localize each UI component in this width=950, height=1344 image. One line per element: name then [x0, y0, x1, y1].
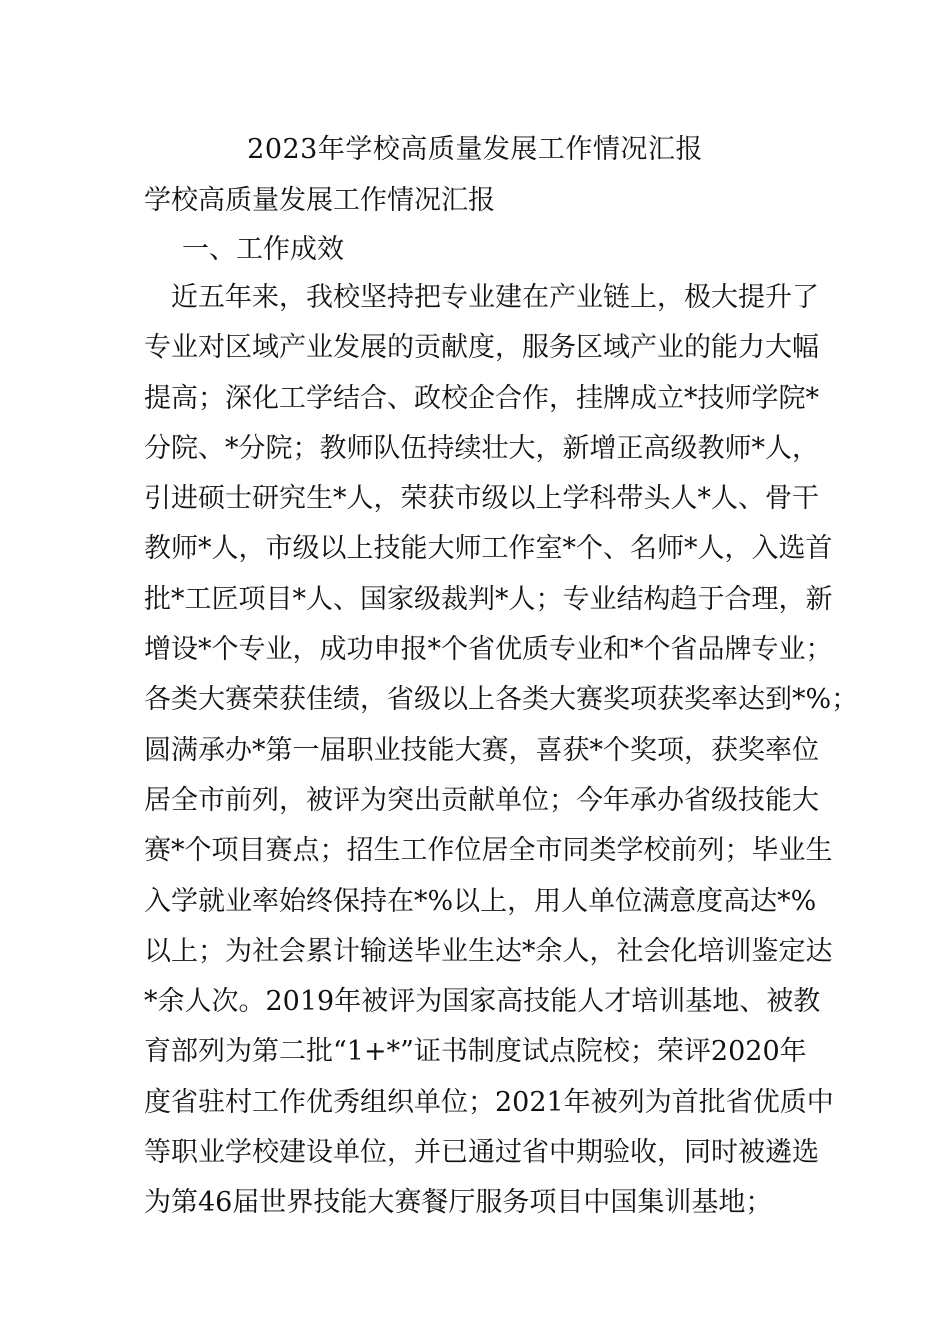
body-line: 各类大赛荣获佳绩，省级以上各类大赛奖项获奖率达到*%； — [144, 684, 859, 716]
body-paragraph — [144, 280, 859, 1236]
body-line: *余人次。2019年被评为国家高技能人才培训基地、被教 — [144, 986, 821, 1018]
body-line: 育部列为第二批“1+*”证书制度试点院校；荣评2020年 — [144, 1036, 807, 1068]
body-line: 批*工匠项目*人、国家级裁判*人；专业结构趋于合理，新 — [144, 583, 833, 615]
body-line: 教师*人，市级以上技能大师工作室*个、名师*人，入选首 — [144, 533, 833, 565]
body-line: 赛*个项目赛点；招生工作位居全市同类学校前列；毕业生 — [144, 835, 833, 867]
body-line: 入学就业率始终保持在*%以上，用人单位满意度高达*% — [144, 885, 817, 917]
body-line: 提高；深化工学结合、政校企合作，挂牌成立*技师学院* — [144, 382, 819, 414]
body-line: 近五年来，我校坚持把专业建在产业链上，极大提升了 — [144, 282, 819, 313]
document-subtitle: 学校高质量发展工作情况汇报 — [144, 185, 495, 216]
body-line: 专业对区域产业发展的贡献度，服务区域产业的能力大幅 — [144, 332, 819, 364]
body-line: 分院、*分院；教师队伍持续壮大，新增正高级教师*人， — [144, 432, 819, 464]
body-line: 圆满承办*第一届职业技能大赛，喜获*个奖项，获奖率位 — [144, 734, 819, 766]
body-line: 引进硕士研究生*人，荣获市级以上学科带头人*人、骨干 — [144, 483, 819, 515]
body-line: 等职业学校建设单位，并已通过省中期验收，同时被遴选 — [144, 1137, 819, 1169]
body-line: 居全市前列，被评为突出贡献单位；今年承办省级技能大 — [144, 784, 819, 816]
document-title: 2023年学校高质量发展工作情况汇报 — [247, 134, 703, 165]
body-line: 增设*个专业，成功申报*个省优质专业和*个省品牌专业； — [144, 634, 833, 666]
body-line: 为第46届世界技能大赛餐厅服务项目中国集训基地； — [144, 1187, 773, 1219]
section-heading: 一、工作成效 — [182, 234, 344, 265]
body-line: 以上；为社会累计输送毕业生达*余人，社会化培训鉴定达 — [144, 935, 833, 967]
body-line: 度省驻村工作优秀组织单位；2021年被列为首批省优质中 — [144, 1086, 834, 1118]
